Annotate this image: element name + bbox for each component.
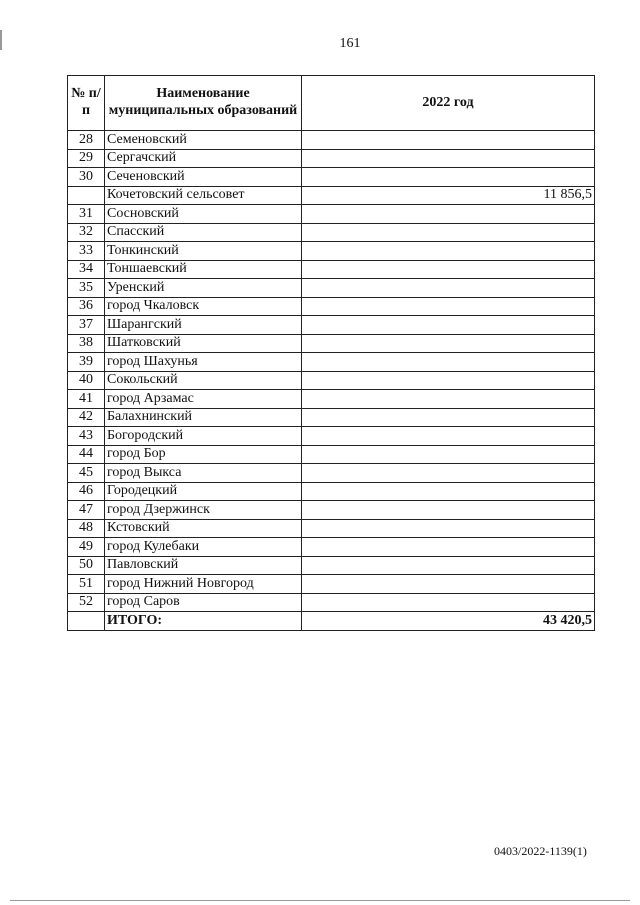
table-row — [68, 556, 595, 575]
scan-edge-mark — [10, 900, 630, 901]
table-row — [68, 131, 595, 150]
row-name-cell: Павловский — [105, 556, 302, 575]
row-number-cell: 48 — [68, 519, 105, 538]
table-row — [68, 223, 595, 242]
row-value-cell — [302, 205, 595, 224]
row-value-cell — [302, 297, 595, 316]
row-name-cell: Богородский — [105, 427, 302, 446]
table-row — [68, 427, 595, 446]
row-name-cell: Семеновский — [105, 131, 302, 150]
row-number-cell: 52 — [68, 593, 105, 612]
row-value-cell — [302, 334, 595, 353]
row-value-cell — [302, 279, 595, 298]
table-row — [68, 205, 595, 224]
row-number-cell — [68, 186, 105, 205]
table-row — [68, 316, 595, 335]
table-row — [68, 334, 595, 353]
row-name-cell: город Кулебаки — [105, 538, 302, 557]
row-number-cell: 45 — [68, 464, 105, 483]
row-name-cell: Сосновский — [105, 205, 302, 224]
row-number-cell: 33 — [68, 242, 105, 261]
row-name-cell: Городецкий — [105, 482, 302, 501]
total-value: 43 420,5 — [302, 612, 595, 631]
header-year: 2022 год — [302, 76, 595, 131]
total-row — [68, 612, 595, 631]
row-number-cell: 49 — [68, 538, 105, 557]
table-row — [68, 260, 595, 279]
row-value-cell — [302, 427, 595, 446]
row-number-cell: 47 — [68, 501, 105, 520]
table-row — [68, 519, 595, 538]
row-name-cell: Сокольский — [105, 371, 302, 390]
row-number-cell: 37 — [68, 316, 105, 335]
row-number-cell: 29 — [68, 149, 105, 168]
row-value-cell: 11 856,5 — [302, 186, 595, 205]
table-header-row — [68, 76, 595, 131]
row-number-cell: 51 — [68, 575, 105, 594]
table-row — [68, 482, 595, 501]
row-name-cell: город Саров — [105, 593, 302, 612]
row-name-cell: Кстовский — [105, 519, 302, 538]
table-row — [68, 464, 595, 483]
row-value-cell — [302, 482, 595, 501]
row-value-cell — [302, 464, 595, 483]
row-number-cell: 46 — [68, 482, 105, 501]
scan-edge-mark — [0, 30, 2, 50]
table-row — [68, 390, 595, 409]
table-body — [68, 131, 595, 612]
row-name-cell: Шарангский — [105, 316, 302, 335]
row-name-cell: город Нижний Новгород — [105, 575, 302, 594]
row-number-cell: 39 — [68, 353, 105, 372]
row-name-cell: город Чкаловск — [105, 297, 302, 316]
row-value-cell — [302, 501, 595, 520]
row-number-cell: 42 — [68, 408, 105, 427]
row-value-cell — [302, 445, 595, 464]
row-value-cell — [302, 556, 595, 575]
table-row — [68, 168, 595, 187]
table-row — [68, 593, 595, 612]
document-code: 0403/2022-1139(1) — [494, 844, 587, 858]
row-name-cell: город Шахунья — [105, 353, 302, 372]
row-value-cell — [302, 260, 595, 279]
row-number-cell: 35 — [68, 279, 105, 298]
row-number-cell: 36 — [68, 297, 105, 316]
row-value-cell — [302, 223, 595, 242]
table-row — [68, 353, 595, 372]
header-name: Наименование муниципальных образований — [105, 76, 302, 131]
table-row — [68, 297, 595, 316]
row-number-cell: 43 — [68, 427, 105, 446]
row-name-cell: город Бор — [105, 445, 302, 464]
row-number-cell: 50 — [68, 556, 105, 575]
row-name-cell: Тоншаевский — [105, 260, 302, 279]
table-row — [68, 149, 595, 168]
table-row — [68, 371, 595, 390]
municipal-table — [67, 75, 595, 631]
row-name-cell: Кочетовский сельсовет — [105, 186, 302, 205]
row-number-cell: 40 — [68, 371, 105, 390]
table-row — [68, 186, 595, 205]
row-number-cell: 34 — [68, 260, 105, 279]
row-value-cell — [302, 353, 595, 372]
row-value-cell — [302, 371, 595, 390]
row-value-cell — [302, 316, 595, 335]
row-number-cell: 44 — [68, 445, 105, 464]
row-number-cell: 31 — [68, 205, 105, 224]
total-label: ИТОГО: — [105, 612, 302, 631]
page-number: 161 — [339, 36, 361, 51]
row-name-cell: Сергачский — [105, 149, 302, 168]
table-row — [68, 538, 595, 557]
row-name-cell: город Арзамас — [105, 390, 302, 409]
row-value-cell — [302, 131, 595, 150]
row-name-cell: Спасский — [105, 223, 302, 242]
row-value-cell — [302, 242, 595, 261]
row-name-cell: Тонкинский — [105, 242, 302, 261]
row-name-cell: город Выкса — [105, 464, 302, 483]
row-value-cell — [302, 593, 595, 612]
table-row — [68, 408, 595, 427]
row-value-cell — [302, 390, 595, 409]
row-name-cell: Балахнинский — [105, 408, 302, 427]
row-value-cell — [302, 149, 595, 168]
row-name-cell: город Дзержинск — [105, 501, 302, 520]
row-value-cell — [302, 519, 595, 538]
header-num: № п/п — [68, 76, 105, 131]
row-name-cell: Шатковский — [105, 334, 302, 353]
row-value-cell — [302, 168, 595, 187]
row-number-cell: 41 — [68, 390, 105, 409]
row-number-cell: 28 — [68, 131, 105, 150]
table-row — [68, 242, 595, 261]
row-name-cell: Уренский — [105, 279, 302, 298]
row-value-cell — [302, 575, 595, 594]
row-number-cell: 32 — [68, 223, 105, 242]
table-row — [68, 501, 595, 520]
table-row — [68, 279, 595, 298]
row-name-cell: Сеченовский — [105, 168, 302, 187]
row-number-cell: 38 — [68, 334, 105, 353]
row-number-cell: 30 — [68, 168, 105, 187]
table-row — [68, 445, 595, 464]
table-row — [68, 575, 595, 594]
total-num-cell — [68, 612, 105, 631]
row-value-cell — [302, 538, 595, 557]
row-value-cell — [302, 408, 595, 427]
